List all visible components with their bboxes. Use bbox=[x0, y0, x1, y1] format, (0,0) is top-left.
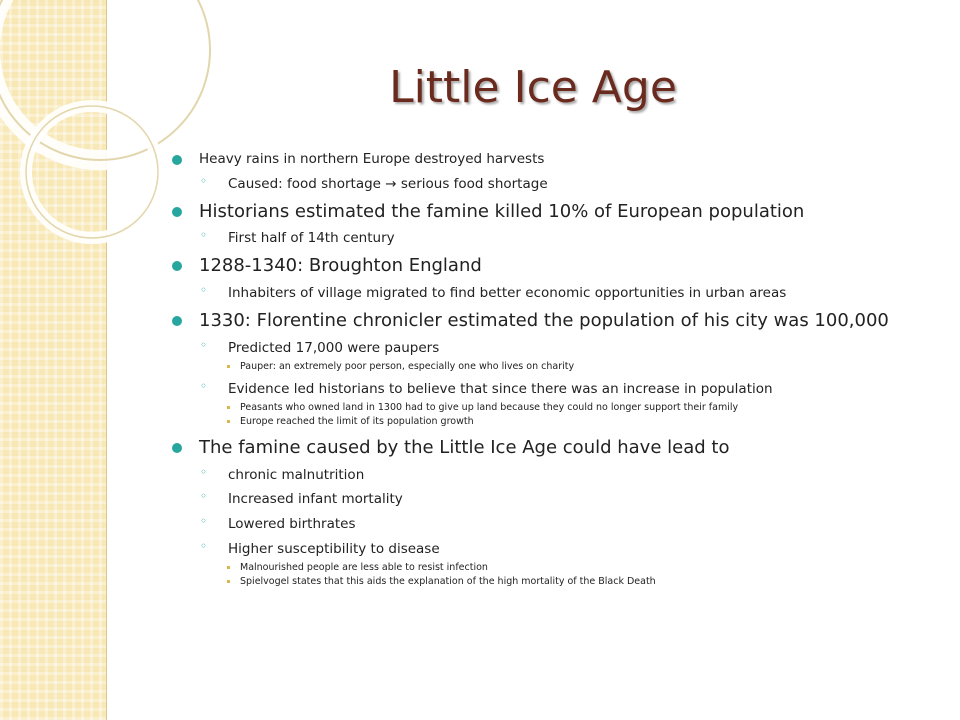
sub-sub-bullet-item bbox=[168, 577, 938, 587]
bullet-text: Evidence led historians to believe that since there was an increase in population bbox=[228, 381, 773, 398]
sub-bullet-circle-icon: ◦ bbox=[200, 173, 208, 188]
sub-bullet-item bbox=[168, 489, 938, 508]
bullet-dot-icon bbox=[172, 155, 182, 165]
bullet-text: Predicted 17,000 were paupers bbox=[228, 339, 440, 356]
bullet-text: First half of 14th century bbox=[228, 230, 395, 247]
bullet-item bbox=[168, 152, 938, 167]
sub-bullet-item bbox=[168, 464, 938, 483]
bullet-dot-icon bbox=[172, 443, 182, 453]
slide-title: Little Ice Age bbox=[389, 62, 677, 113]
sub-sub-bullet-item bbox=[168, 362, 938, 372]
sub-sub-bullet-item bbox=[168, 403, 938, 413]
bullet-dot-icon bbox=[172, 207, 182, 217]
bullet-item bbox=[168, 202, 938, 222]
sub-bullet-circle-icon: ◦ bbox=[200, 489, 208, 504]
sub-bullet-item bbox=[168, 539, 938, 558]
sub-bullet-circle-icon: ◦ bbox=[200, 539, 208, 554]
bullet-item bbox=[168, 256, 938, 276]
bullet-text: 1288-1340: Broughton England bbox=[199, 255, 482, 277]
sub-sub-bullet-square-icon bbox=[227, 580, 230, 583]
bullet-text: Heavy rains in northern Europe destroyed harvests bbox=[199, 151, 545, 167]
sub-bullet-circle-icon: ◦ bbox=[200, 379, 208, 394]
sub-bullet-item bbox=[168, 283, 938, 302]
sub-bullet-item bbox=[168, 337, 938, 356]
bullet-text: Malnourished people are less able to resist infection bbox=[240, 561, 488, 573]
sub-sub-bullet-item bbox=[168, 563, 938, 573]
sub-sub-bullet-square-icon bbox=[227, 406, 230, 409]
sub-bullet-circle-icon: ◦ bbox=[200, 228, 208, 243]
bullet-text: chronic malnutrition bbox=[228, 466, 365, 483]
bullet-text: Europe reached the limit of its population growth bbox=[240, 416, 474, 428]
bullet-text: Pauper: an extremely poor person, especially one who lives on charity bbox=[240, 360, 575, 372]
bullet-text: Caused: food shortage → serious food shortage bbox=[228, 175, 548, 192]
bullet-text: Inhabiters of village migrated to find better economic opportunities in urban areas bbox=[228, 285, 787, 302]
sub-sub-bullet-square-icon bbox=[227, 420, 230, 423]
bullet-item bbox=[168, 311, 938, 331]
bullet-text: Peasants who owned land in 1300 had to give up land because they could no longer support their family bbox=[240, 401, 739, 413]
bullet-text: Higher susceptibility to disease bbox=[228, 541, 440, 558]
bullet-text: 1330: Florentine chronicler estimated the population of his city was 100,000 bbox=[199, 309, 889, 331]
bullet-dot-icon bbox=[172, 261, 182, 271]
sub-sub-bullet-square-icon bbox=[227, 365, 230, 368]
sub-bullet-item bbox=[168, 514, 938, 533]
bullet-text: Historians estimated the famine killed 10% of European population bbox=[199, 200, 805, 222]
sub-bullet-circle-icon: ◦ bbox=[200, 337, 208, 352]
sub-sub-bullet-square-icon bbox=[227, 566, 230, 569]
bullet-text: Lowered birthrates bbox=[228, 516, 356, 533]
bullet-text: Spielvogel states that this aids the explanation of the high mortality of the Black Death bbox=[240, 576, 656, 588]
bullet-text: The famine caused by the Little Ice Age could have lead to bbox=[199, 436, 730, 458]
sub-bullet-circle-icon: ◦ bbox=[200, 464, 208, 479]
bullet-item bbox=[168, 438, 938, 458]
sub-bullet-item bbox=[168, 228, 938, 247]
sub-bullet-circle-icon: ◦ bbox=[200, 283, 208, 298]
bullet-text: Increased infant mortality bbox=[228, 491, 403, 508]
sub-bullet-item bbox=[168, 173, 938, 192]
bullet-dot-icon bbox=[172, 316, 182, 326]
sub-sub-bullet-item bbox=[168, 417, 938, 427]
sub-bullet-item bbox=[168, 379, 938, 398]
sub-bullet-circle-icon: ◦ bbox=[200, 514, 208, 529]
bullet-list bbox=[168, 152, 938, 592]
